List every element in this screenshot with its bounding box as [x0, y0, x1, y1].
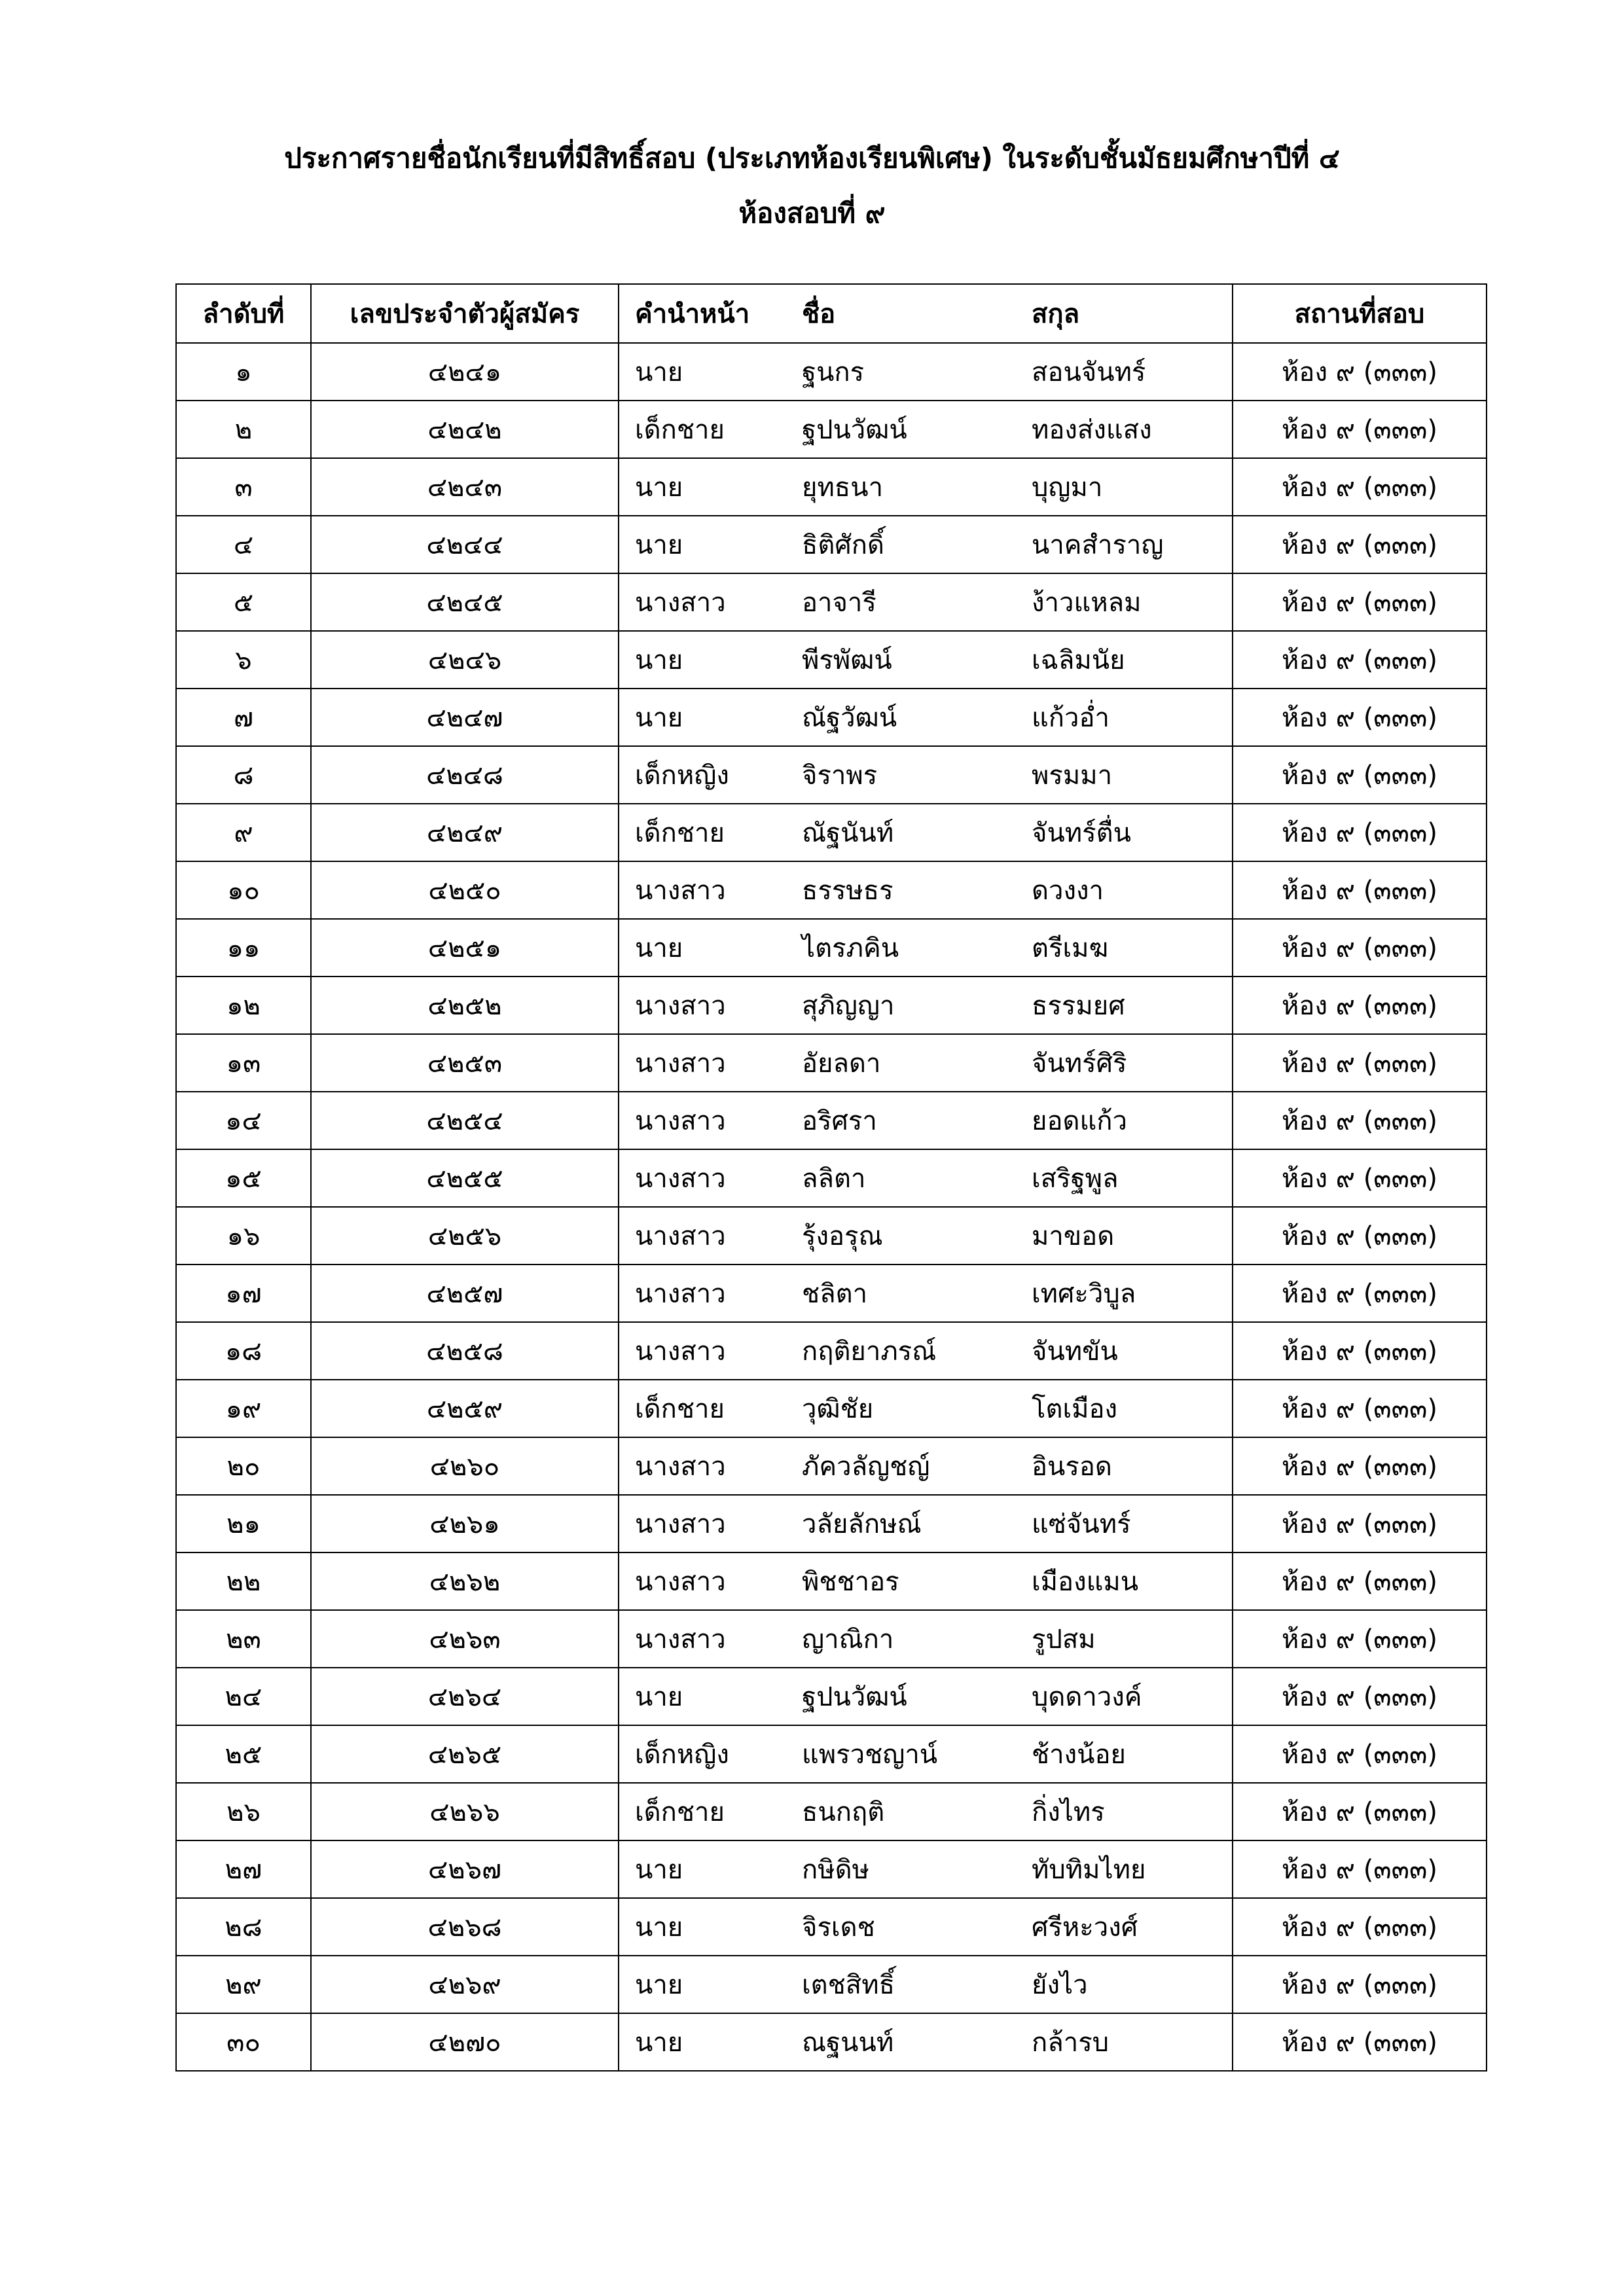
cell-last-name: แซ่จันทร์	[1028, 1495, 1233, 1552]
cell-no: ๑๔	[176, 1092, 311, 1149]
cell-exam-location: ห้อง ๙ (๓๓๓)	[1233, 1437, 1487, 1495]
cell-last-name: ทองส่งแสง	[1028, 401, 1233, 458]
table-row	[176, 516, 1487, 573]
cell-prefix: นาย	[619, 689, 798, 746]
cell-no: ๒๑	[176, 1495, 311, 1552]
cell-no: ๒๗	[176, 1840, 311, 1898]
cell-prefix: นาย	[619, 2013, 798, 2071]
cell-prefix: นาย	[619, 1898, 798, 1956]
cell-last-name: กล้ารบ	[1028, 2013, 1233, 2071]
cell-exam-location: ห้อง ๙ (๓๓๓)	[1233, 1034, 1487, 1092]
cell-applicant-id: ๔๒๖๘	[311, 1898, 619, 1956]
cell-applicant-id: ๔๒๕๕	[311, 1149, 619, 1207]
table-row	[176, 977, 1487, 1034]
table-row	[176, 1610, 1487, 1668]
cell-prefix: นาย	[619, 516, 798, 573]
cell-prefix: เด็กชาย	[619, 1380, 798, 1437]
cell-prefix: นางสาว	[619, 1265, 798, 1322]
cell-last-name: ธรรมยศ	[1028, 977, 1233, 1034]
cell-applicant-id: ๔๒๕๗	[311, 1265, 619, 1322]
cell-applicant-id: ๔๒๔๔	[311, 516, 619, 573]
cell-first-name: พิชชาอร	[798, 1552, 1028, 1610]
header-applicant-id: เลขประจำตัวผู้สมัคร	[311, 284, 619, 343]
cell-applicant-id: ๔๒๖๑	[311, 1495, 619, 1552]
cell-exam-location: ห้อง ๙ (๓๓๓)	[1233, 861, 1487, 919]
cell-no: ๑๘	[176, 1322, 311, 1380]
cell-first-name: ภัควลัญชญ์	[798, 1437, 1028, 1495]
cell-first-name: ณฐนนท์	[798, 2013, 1028, 2071]
cell-first-name: ธิติศักดิ์	[798, 516, 1028, 573]
cell-prefix: เด็กชาย	[619, 401, 798, 458]
cell-applicant-id: ๔๒๔๙	[311, 804, 619, 861]
header-prefix: คำนำหน้า	[619, 284, 798, 343]
cell-exam-location: ห้อง ๙ (๓๓๓)	[1233, 1840, 1487, 1898]
cell-exam-location: ห้อง ๙ (๓๓๓)	[1233, 1092, 1487, 1149]
cell-first-name: กฤติยาภรณ์	[798, 1322, 1028, 1380]
cell-no: ๒๙	[176, 1956, 311, 2013]
cell-applicant-id: ๔๒๕๖	[311, 1207, 619, 1265]
cell-last-name: ทับทิมไทย	[1028, 1840, 1233, 1898]
cell-exam-location: ห้อง ๙ (๓๓๓)	[1233, 1668, 1487, 1725]
cell-applicant-id: ๔๒๔๖	[311, 631, 619, 689]
header-exam-location: สถานที่สอบ	[1233, 284, 1487, 343]
table-row	[176, 1956, 1487, 2013]
cell-exam-location: ห้อง ๙ (๓๓๓)	[1233, 2013, 1487, 2071]
cell-first-name: ธนกฤติ	[798, 1783, 1028, 1840]
table-row	[176, 861, 1487, 919]
cell-applicant-id: ๔๒๖๔	[311, 1668, 619, 1725]
cell-prefix: นาย	[619, 343, 798, 401]
cell-last-name: ดวงงา	[1028, 861, 1233, 919]
cell-first-name: ไตรภคิน	[798, 919, 1028, 977]
cell-exam-location: ห้อง ๙ (๓๓๓)	[1233, 401, 1487, 458]
cell-exam-location: ห้อง ๙ (๓๓๓)	[1233, 1265, 1487, 1322]
cell-no: ๑๗	[176, 1265, 311, 1322]
cell-applicant-id: ๔๒๔๑	[311, 343, 619, 401]
cell-prefix: เด็กชาย	[619, 1783, 798, 1840]
cell-prefix: นางสาว	[619, 977, 798, 1034]
table-row	[176, 1092, 1487, 1149]
cell-prefix: เด็กหญิง	[619, 746, 798, 804]
cell-first-name: อริศรา	[798, 1092, 1028, 1149]
cell-last-name: ง้าวแหลม	[1028, 573, 1233, 631]
cell-no: ๑๐	[176, 861, 311, 919]
cell-first-name: แพรวชญาน์	[798, 1725, 1028, 1783]
cell-exam-location: ห้อง ๙ (๓๓๓)	[1233, 1956, 1487, 2013]
cell-applicant-id: ๔๒๕๒	[311, 977, 619, 1034]
cell-first-name: ณัฐวัฒน์	[798, 689, 1028, 746]
cell-no: ๒๔	[176, 1668, 311, 1725]
table-body	[176, 343, 1487, 2071]
cell-last-name: นาคสำราญ	[1028, 516, 1233, 573]
cell-first-name: ณัฐนันท์	[798, 804, 1028, 861]
cell-last-name: รูปสม	[1028, 1610, 1233, 1668]
cell-exam-location: ห้อง ๙ (๓๓๓)	[1233, 516, 1487, 573]
cell-no: ๒	[176, 401, 311, 458]
cell-last-name: กิ่งไทร	[1028, 1783, 1233, 1840]
table-row	[176, 1725, 1487, 1783]
cell-prefix: เด็กชาย	[619, 804, 798, 861]
table-row	[176, 343, 1487, 401]
cell-exam-location: ห้อง ๙ (๓๓๓)	[1233, 343, 1487, 401]
table-row	[176, 1380, 1487, 1437]
cell-applicant-id: ๔๒๖๙	[311, 1956, 619, 2013]
cell-no: ๒๓	[176, 1610, 311, 1668]
cell-first-name: ฐปนวัฒน์	[798, 1668, 1028, 1725]
cell-last-name: บุญมา	[1028, 458, 1233, 516]
cell-first-name: ญาณิกา	[798, 1610, 1028, 1668]
cell-first-name: ยุทธนา	[798, 458, 1028, 516]
cell-prefix: นางสาว	[619, 1322, 798, 1380]
table-row	[176, 1265, 1487, 1322]
cell-last-name: โตเมือง	[1028, 1380, 1233, 1437]
cell-first-name: ฐนกร	[798, 343, 1028, 401]
cell-last-name: อินรอด	[1028, 1437, 1233, 1495]
cell-last-name: เสริฐพูล	[1028, 1149, 1233, 1207]
cell-last-name: จันทขัน	[1028, 1322, 1233, 1380]
cell-no: ๒๖	[176, 1783, 311, 1840]
cell-first-name: ฐปนวัฒน์	[798, 401, 1028, 458]
header-first-name: ชื่อ	[798, 284, 1028, 343]
cell-applicant-id: ๔๒๔๒	[311, 401, 619, 458]
cell-prefix: นางสาว	[619, 861, 798, 919]
cell-prefix: เด็กหญิง	[619, 1725, 798, 1783]
cell-first-name: เตชสิทธิ์	[798, 1956, 1028, 2013]
cell-exam-location: ห้อง ๙ (๓๓๓)	[1233, 1380, 1487, 1437]
table-row	[176, 1668, 1487, 1725]
cell-first-name: จิรเดช	[798, 1898, 1028, 1956]
table-header-row	[176, 284, 1487, 343]
cell-no: ๑๙	[176, 1380, 311, 1437]
cell-applicant-id: ๔๒๕๐	[311, 861, 619, 919]
cell-exam-location: ห้อง ๙ (๓๓๓)	[1233, 746, 1487, 804]
cell-first-name: ชลิตา	[798, 1265, 1028, 1322]
cell-no: ๒๕	[176, 1725, 311, 1783]
cell-applicant-id: ๔๒๔๕	[311, 573, 619, 631]
cell-no: ๑๓	[176, 1034, 311, 1092]
cell-last-name: ช้างน้อย	[1028, 1725, 1233, 1783]
header-last-name: สกุล	[1028, 284, 1233, 343]
cell-prefix: นาย	[619, 1840, 798, 1898]
cell-last-name: เทศะวิบูล	[1028, 1265, 1233, 1322]
table-row	[176, 1495, 1487, 1552]
cell-first-name: อาจารี	[798, 573, 1028, 631]
page-title: ประกาศรายชื่อนักเรียนที่มีสิทธิ์สอบ (ประเภทห้องเรียนพิเศษ) ในระดับชั้นมัธยมศึกษาปีที่ ๔	[284, 142, 1340, 174]
cell-prefix: นาย	[619, 631, 798, 689]
cell-prefix: นางสาว	[619, 1552, 798, 1610]
cell-applicant-id: ๔๒๕๔	[311, 1092, 619, 1149]
cell-exam-location: ห้อง ๙ (๓๓๓)	[1233, 1552, 1487, 1610]
cell-last-name: ยอดแก้ว	[1028, 1092, 1233, 1149]
cell-last-name: จันทร์ตื่น	[1028, 804, 1233, 861]
cell-prefix: นางสาว	[619, 1207, 798, 1265]
table-row	[176, 746, 1487, 804]
cell-last-name: บุดดาวงค์	[1028, 1668, 1233, 1725]
cell-no: ๓๐	[176, 2013, 311, 2071]
cell-applicant-id: ๔๒๖๕	[311, 1725, 619, 1783]
cell-last-name: มาขอด	[1028, 1207, 1233, 1265]
cell-first-name: ลลิตา	[798, 1149, 1028, 1207]
cell-first-name: อัยลดา	[798, 1034, 1028, 1092]
table-row	[176, 1898, 1487, 1956]
cell-exam-location: ห้อง ๙ (๓๓๓)	[1233, 1783, 1487, 1840]
cell-exam-location: ห้อง ๙ (๓๓๓)	[1233, 573, 1487, 631]
cell-first-name: รุ้งอรุณ	[798, 1207, 1028, 1265]
cell-applicant-id: ๔๒๖๗	[311, 1840, 619, 1898]
cell-applicant-id: ๔๒๖๖	[311, 1783, 619, 1840]
cell-last-name: พรมมา	[1028, 746, 1233, 804]
cell-exam-location: ห้อง ๙ (๓๓๓)	[1233, 689, 1487, 746]
cell-no: ๑๒	[176, 977, 311, 1034]
table-row	[176, 1034, 1487, 1092]
cell-applicant-id: ๔๒๖๐	[311, 1437, 619, 1495]
cell-exam-location: ห้อง ๙ (๓๓๓)	[1233, 1495, 1487, 1552]
cell-no: ๔	[176, 516, 311, 573]
table-row	[176, 1207, 1487, 1265]
table-row	[176, 919, 1487, 977]
cell-prefix: นาย	[619, 919, 798, 977]
cell-exam-location: ห้อง ๙ (๓๓๓)	[1233, 458, 1487, 516]
cell-last-name: แก้วอ่ำ	[1028, 689, 1233, 746]
table-row	[176, 1149, 1487, 1207]
table-row	[176, 1437, 1487, 1495]
cell-exam-location: ห้อง ๙ (๓๓๓)	[1233, 977, 1487, 1034]
table-row	[176, 401, 1487, 458]
cell-prefix: นางสาว	[619, 1034, 798, 1092]
cell-first-name: สุภิญญา	[798, 977, 1028, 1034]
cell-no: ๕	[176, 573, 311, 631]
cell-prefix: นางสาว	[619, 1610, 798, 1668]
cell-exam-location: ห้อง ๙ (๓๓๓)	[1233, 1898, 1487, 1956]
cell-no: ๒๘	[176, 1898, 311, 1956]
cell-last-name: สอนจันทร์	[1028, 343, 1233, 401]
table-row	[176, 458, 1487, 516]
cell-exam-location: ห้อง ๙ (๓๓๓)	[1233, 631, 1487, 689]
header-no: ลำดับที่	[176, 284, 311, 343]
cell-last-name: เมืองแมน	[1028, 1552, 1233, 1610]
cell-applicant-id: ๔๒๕๓	[311, 1034, 619, 1092]
cell-first-name: วุฒิชัย	[798, 1380, 1028, 1437]
cell-prefix: นางสาว	[619, 1495, 798, 1552]
table-row	[176, 1840, 1487, 1898]
cell-no: ๒๐	[176, 1437, 311, 1495]
cell-no: ๑	[176, 343, 311, 401]
cell-prefix: นาย	[619, 458, 798, 516]
table-row	[176, 2013, 1487, 2071]
page-subtitle: ห้องสอบที่ ๙	[738, 197, 886, 229]
applicant-table	[175, 283, 1487, 2072]
table-row	[176, 1783, 1487, 1840]
table-row	[176, 689, 1487, 746]
cell-last-name: เฉลิมนัย	[1028, 631, 1233, 689]
cell-exam-location: ห้อง ๙ (๓๓๓)	[1233, 1149, 1487, 1207]
cell-no: ๙	[176, 804, 311, 861]
cell-prefix: นางสาว	[619, 1149, 798, 1207]
cell-last-name: ศรีหะวงศ์	[1028, 1898, 1233, 1956]
cell-applicant-id: ๔๒๖๒	[311, 1552, 619, 1610]
table-row	[176, 631, 1487, 689]
cell-no: ๓	[176, 458, 311, 516]
cell-prefix: นาย	[619, 1956, 798, 2013]
cell-last-name: ยังไว	[1028, 1956, 1233, 2013]
cell-no: ๑๕	[176, 1149, 311, 1207]
cell-first-name: กษิดิษ	[798, 1840, 1028, 1898]
cell-prefix: นางสาว	[619, 573, 798, 631]
cell-no: ๗	[176, 689, 311, 746]
cell-prefix: นาย	[619, 1668, 798, 1725]
cell-exam-location: ห้อง ๙ (๓๓๓)	[1233, 1610, 1487, 1668]
cell-no: ๘	[176, 746, 311, 804]
cell-first-name: จิราพร	[798, 746, 1028, 804]
cell-exam-location: ห้อง ๙ (๓๓๓)	[1233, 1207, 1487, 1265]
cell-prefix: นางสาว	[619, 1092, 798, 1149]
table-row	[176, 804, 1487, 861]
cell-applicant-id: ๔๒๔๘	[311, 746, 619, 804]
table-row	[176, 1322, 1487, 1380]
cell-applicant-id: ๔๒๔๓	[311, 458, 619, 516]
cell-no: ๒๒	[176, 1552, 311, 1610]
cell-first-name: ธรรษธร	[798, 861, 1028, 919]
cell-first-name: วลัยลักษณ์	[798, 1495, 1028, 1552]
table-row	[176, 1552, 1487, 1610]
cell-applicant-id: ๔๒๕๘	[311, 1322, 619, 1380]
cell-first-name: พีรพัฒน์	[798, 631, 1028, 689]
cell-no: ๖	[176, 631, 311, 689]
cell-applicant-id: ๔๒๕๑	[311, 919, 619, 977]
cell-applicant-id: ๔๒๕๙	[311, 1380, 619, 1437]
cell-exam-location: ห้อง ๙ (๓๓๓)	[1233, 804, 1487, 861]
cell-exam-location: ห้อง ๙ (๓๓๓)	[1233, 1725, 1487, 1783]
cell-applicant-id: ๔๒๔๗	[311, 689, 619, 746]
cell-no: ๑๖	[176, 1207, 311, 1265]
cell-last-name: จันทร์ศิริ	[1028, 1034, 1233, 1092]
cell-exam-location: ห้อง ๙ (๓๓๓)	[1233, 1322, 1487, 1380]
cell-no: ๑๑	[176, 919, 311, 977]
cell-prefix: นางสาว	[619, 1437, 798, 1495]
cell-applicant-id: ๔๒๖๓	[311, 1610, 619, 1668]
table-row	[176, 573, 1487, 631]
cell-last-name: ตรีเมฆ	[1028, 919, 1233, 977]
cell-applicant-id: ๔๒๗๐	[311, 2013, 619, 2071]
cell-exam-location: ห้อง ๙ (๓๓๓)	[1233, 919, 1487, 977]
